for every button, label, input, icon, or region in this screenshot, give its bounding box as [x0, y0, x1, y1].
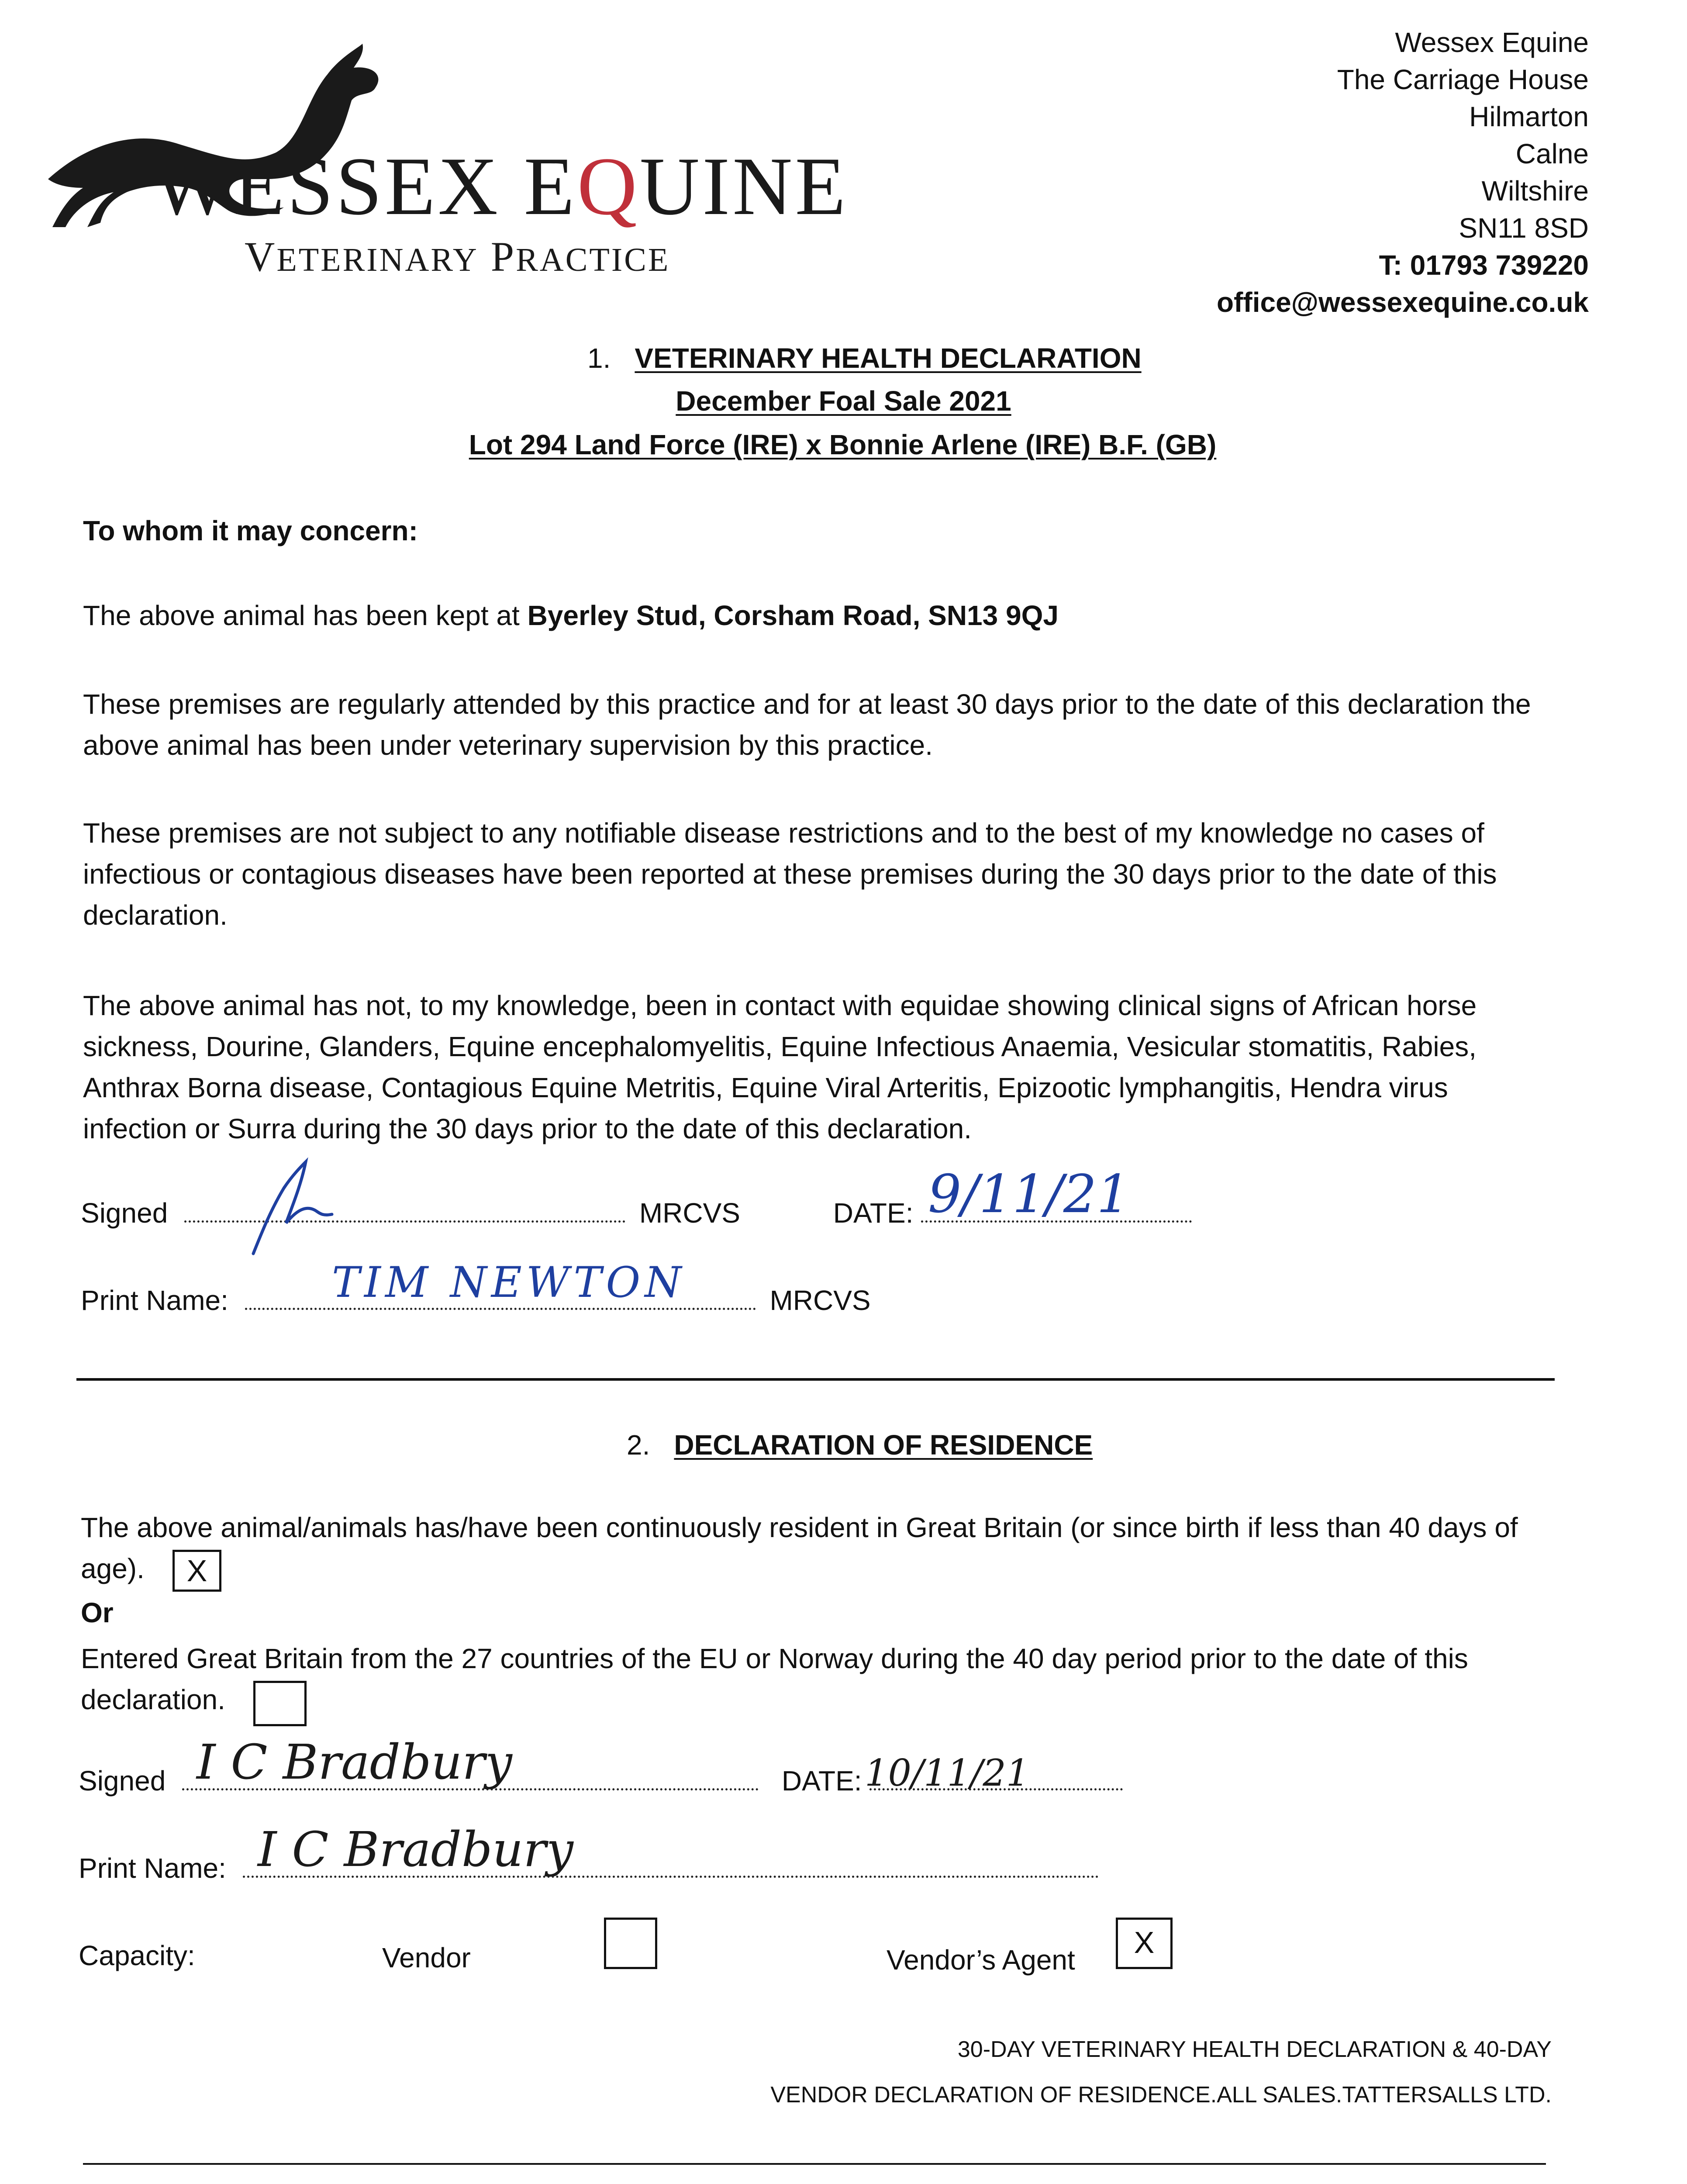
footer-rule — [83, 2163, 1546, 2165]
or-label: Or — [81, 1597, 114, 1628]
kept-at-location: Byerley Stud, Corsham Road, SN13 9QJ — [527, 600, 1059, 631]
restrictions-paragraph: These premises are not subject to any notifiable disease restrictions and to the best of my knowledge no cases of infectious or contagious diseases have been reported at these premises during the 30 days prior to the date of this declaration. — [83, 817, 1497, 931]
vendors-agent-checkbox[interactable]: X — [1116, 1918, 1173, 1969]
vendor-print-name-handwritten: I C Bradbury — [258, 1821, 573, 1877]
address-line: SN11 8SD — [1459, 212, 1589, 244]
footer-line-1: 30-DAY VETERINARY HEALTH DECLARATION & 40-DAY — [957, 2037, 1552, 2062]
section2-heading — [627, 1423, 1093, 1467]
address-line: Hilmarton — [1469, 101, 1589, 132]
vendor-date-label: DATE: — [781, 1765, 862, 1797]
contact-paragraph: The above animal has not, to my knowledge, been in contact with equidae showing clinical signs of African horse sickness, Dourine, Glanders, Equine encephalomyelitis, Equine Infectious Anaemia, Vesicular stomatitis, Rabies, Anthrax Borna disease, Contagious Equine Metritis, Equine Viral Arteritis, Epizootic lymphangitis, Hendra virus infection or Surra during the 30 days prior to the date of this declaration. — [83, 990, 1477, 1144]
residence-option-1-checkbox[interactable]: X — [172, 1550, 221, 1592]
vet-print-name-handwritten: TIM NEWTON — [332, 1258, 686, 1307]
vet-date-label: DATE: — [833, 1197, 914, 1229]
address-line: Wessex Equine — [1395, 27, 1589, 58]
footer-line-2: VENDOR DECLARATION OF RESIDENCE.ALL SALES.TATTERSALLS LTD. — [770, 2082, 1552, 2108]
phone-number: T: 01793 739220 — [1379, 249, 1589, 281]
vendor-signature-handwritten: I C Bradbury — [197, 1734, 512, 1790]
residence-option-1: The above animal/animals has/have been continuously resident in Great Britain (or since birth if less than 40 days of age). — [81, 1512, 1518, 1584]
vet-signature-scribble — [245, 1158, 376, 1258]
vendors-agent-option-label: Vendor’s Agent — [887, 1944, 1075, 1976]
capacity-label: Capacity: — [79, 1940, 195, 1971]
section2-title: DECLARATION OF RESIDENCE — [674, 1429, 1093, 1461]
vendor-print-name-label: Print Name: — [79, 1852, 226, 1884]
vet-mrcvs-label: MRCVS — [639, 1197, 740, 1229]
email-address: office@wessexequine.co.uk — [1216, 287, 1589, 318]
svg-text:WESSEX EQUINE: WESSEX EQUINE — [153, 141, 849, 232]
residence-option-2-checkbox[interactable] — [253, 1681, 307, 1726]
kept-at-line — [83, 595, 1059, 636]
salutation: To whom it may concern: — [83, 515, 418, 546]
supervision-paragraph: These premises are regularly attended by this practice and for at least 30 days prior to the date of this declaration the above animal has been under veterinary supervision by this practice. — [83, 688, 1531, 761]
section1-number: 1. — [587, 342, 611, 374]
vet-date-handwritten: 9/11/21 — [928, 1164, 1130, 1225]
vet-signed-label: Signed — [81, 1197, 168, 1229]
address-line: The Carriage House — [1337, 64, 1589, 95]
section2-number: 2. — [627, 1429, 650, 1461]
practice-address — [1065, 24, 1589, 321]
residence-option-2: Entered Great Britain from the 27 countries of the EU or Norway during the 40 day period prior to the date of this declaration. — [81, 1643, 1468, 1715]
address-line: Calne — [1515, 138, 1589, 169]
vendor-signed-label: Signed — [79, 1765, 166, 1797]
lot-description: Lot 294 Land Force (IRE) x Bonnie Arlene (IRE) B.F. (GB) — [469, 429, 1217, 460]
sale-name: December Foal Sale 2021 — [676, 385, 1011, 417]
address-line: Wiltshire — [1481, 175, 1589, 207]
vendor-print-name-row — [79, 1852, 1099, 1884]
svg-text:VETERINARY PRACTICE: VETERINARY PRACTICE — [245, 233, 670, 280]
vendor-option-label: Vendor — [382, 1942, 471, 1973]
section1-title: VETERINARY HEALTH DECLARATION — [635, 342, 1142, 374]
vet-print-name-field[interactable] — [245, 1308, 756, 1310]
vendor-checkbox[interactable] — [604, 1918, 657, 1969]
vendor-date-handwritten: 10/11/21 — [865, 1752, 1030, 1794]
kept-at-prefix: The above animal has been kept at — [83, 600, 528, 631]
vet-print-name-label: Print Name: — [81, 1285, 228, 1316]
section-divider — [76, 1378, 1555, 1381]
form-footer-note — [770, 2027, 1552, 2118]
vet-print-mrcvs-label: MRCVS — [769, 1285, 871, 1316]
wessex-equine-logo — [39, 35, 849, 280]
